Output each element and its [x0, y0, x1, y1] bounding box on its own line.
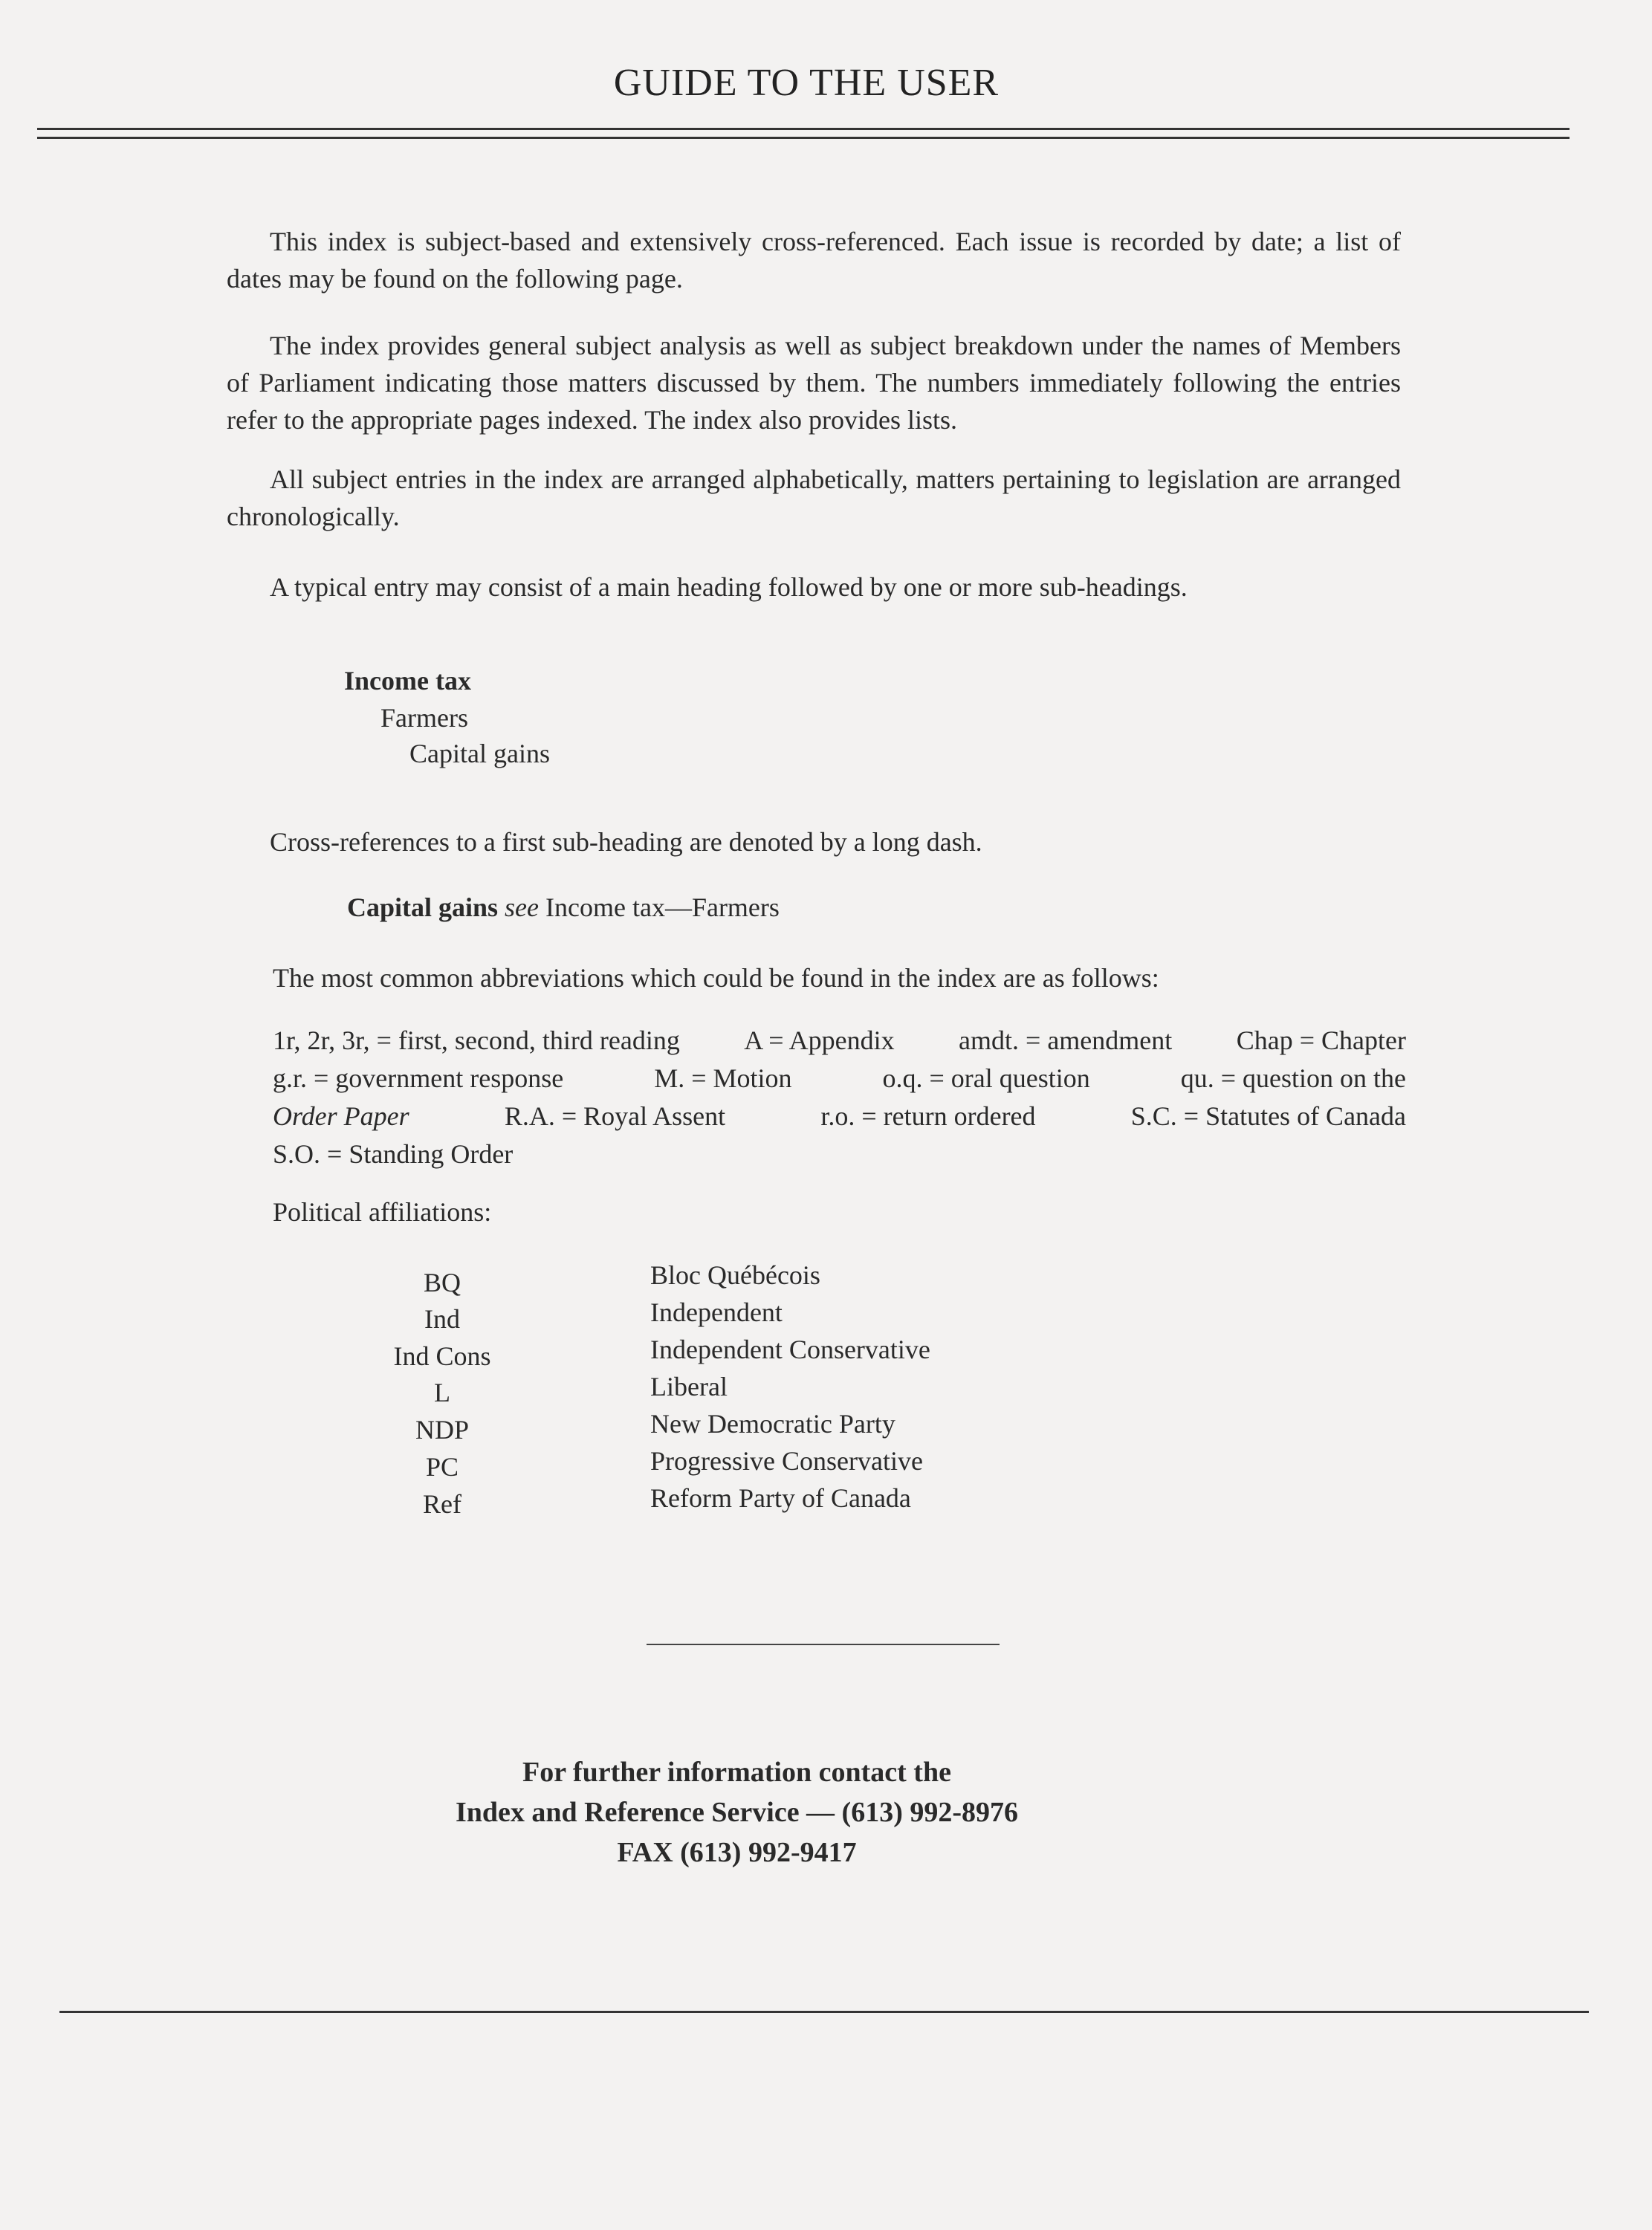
abbreviation-item: r.o. = return ordered: [820, 1101, 1036, 1131]
intro-paragraph-1-text: This index is subject-based and extensively cross-referenced. Each issue is recorded by date; a list of dates may be found on the following page.: [227, 227, 1401, 294]
intro-paragraph-2-text: The index provides general subject analysis as well as subject breakdown under the names of Members of Parliament indicating those matters discussed by them. The numbers immediately following the entries refer to the appropriate pages indexed. The index also provides lists.: [227, 331, 1401, 435]
abbreviation-item: amdt. = amendment: [959, 1025, 1173, 1055]
cross-reference-see: see: [505, 892, 540, 922]
affiliation-name: Independent Conservative: [650, 1335, 930, 1364]
intro-paragraph-2: [227, 327, 1401, 438]
abbreviation-item: qu. = question on the: [1180, 1063, 1406, 1093]
example-main-heading: Income tax: [344, 666, 471, 696]
affiliation-name: New Democratic Party: [650, 1409, 895, 1439]
intro-paragraph-3: [227, 461, 1401, 535]
cross-reference-example: [347, 892, 780, 923]
affiliation-name: Bloc Québécois: [650, 1260, 820, 1290]
abbreviations-row-3: [273, 1098, 1406, 1135]
abbreviation-item: R.A. = Royal Assent: [504, 1101, 726, 1131]
intro-paragraph-1: [227, 223, 1401, 297]
affiliation-abbr: PC: [425, 1452, 459, 1482]
cross-reference-term: Capital gains: [347, 892, 499, 922]
header-rule-upper: [37, 128, 1570, 130]
page-title: GUIDE TO THE USER: [613, 62, 1000, 104]
contact-line-2: Index and Reference Service — (613) 992-8976: [455, 1797, 1019, 1828]
affiliation-abbr: NDP: [415, 1415, 470, 1445]
footer-rule: [59, 2011, 1589, 2013]
contact-line-3: FAX (613) 992-9417: [617, 1837, 857, 1868]
affiliation-abbr: Ind: [424, 1304, 460, 1334]
affiliation-name: Progressive Conservative: [650, 1446, 923, 1476]
affiliations-title: Political affiliations:: [273, 1197, 492, 1227]
abbreviations-intro: The most common abbreviations which could be found in the index are as follows:: [273, 963, 1159, 993]
abbreviations-row-2: [273, 1060, 1406, 1098]
abbreviations-row-1: [273, 1022, 1406, 1060]
abbreviation-item: Order Paper: [273, 1101, 409, 1131]
affiliation-name: Reform Party of Canada: [650, 1483, 911, 1513]
header-rule-lower: [37, 137, 1570, 139]
example-sub-heading-2: Capital gains: [409, 739, 550, 768]
abbreviation-item: Chap = Chapter: [1236, 1025, 1406, 1055]
abbreviation-item: M. = Motion: [654, 1063, 792, 1093]
affiliation-abbr: BQ: [423, 1268, 461, 1297]
abbreviation-item: o.q. = oral question: [882, 1063, 1090, 1093]
affiliation-name: Independent: [650, 1297, 783, 1327]
example-sub-heading-1: Farmers: [380, 703, 468, 733]
intro-paragraph-3-text: All subject entries in the index are arranged alphabetically, matters pertaining to legislation are arranged chronologically.: [227, 464, 1401, 531]
abbreviation-item: S.C. = Statutes of Canada: [1130, 1101, 1406, 1131]
cross-reference-target: Income tax—Farmers: [545, 892, 780, 922]
abbreviation-item: g.r. = government response: [273, 1063, 564, 1093]
abbreviation-item: 1r, 2r, 3r, = first, second, third reading: [273, 1025, 680, 1055]
intro-paragraph-4: A typical entry may consist of a main heading followed by one or more sub-headings.: [270, 572, 1188, 602]
contact-line-1: For further information contact the: [522, 1757, 951, 1788]
abbreviation-item: A = Appendix: [744, 1025, 895, 1055]
affiliation-name: Liberal: [650, 1372, 728, 1401]
affiliation-abbr: Ind Cons: [393, 1341, 491, 1371]
section-divider: [647, 1644, 1000, 1645]
affiliation-abbr: Ref: [423, 1489, 461, 1519]
cross-reference-explanation: Cross-references to a first sub-heading are denoted by a long dash.: [270, 827, 982, 857]
affiliation-abbr: L: [434, 1378, 450, 1407]
abbreviations-list: [273, 1022, 1406, 1173]
abbreviations-row-4: S.O. = Standing Order: [273, 1139, 514, 1169]
